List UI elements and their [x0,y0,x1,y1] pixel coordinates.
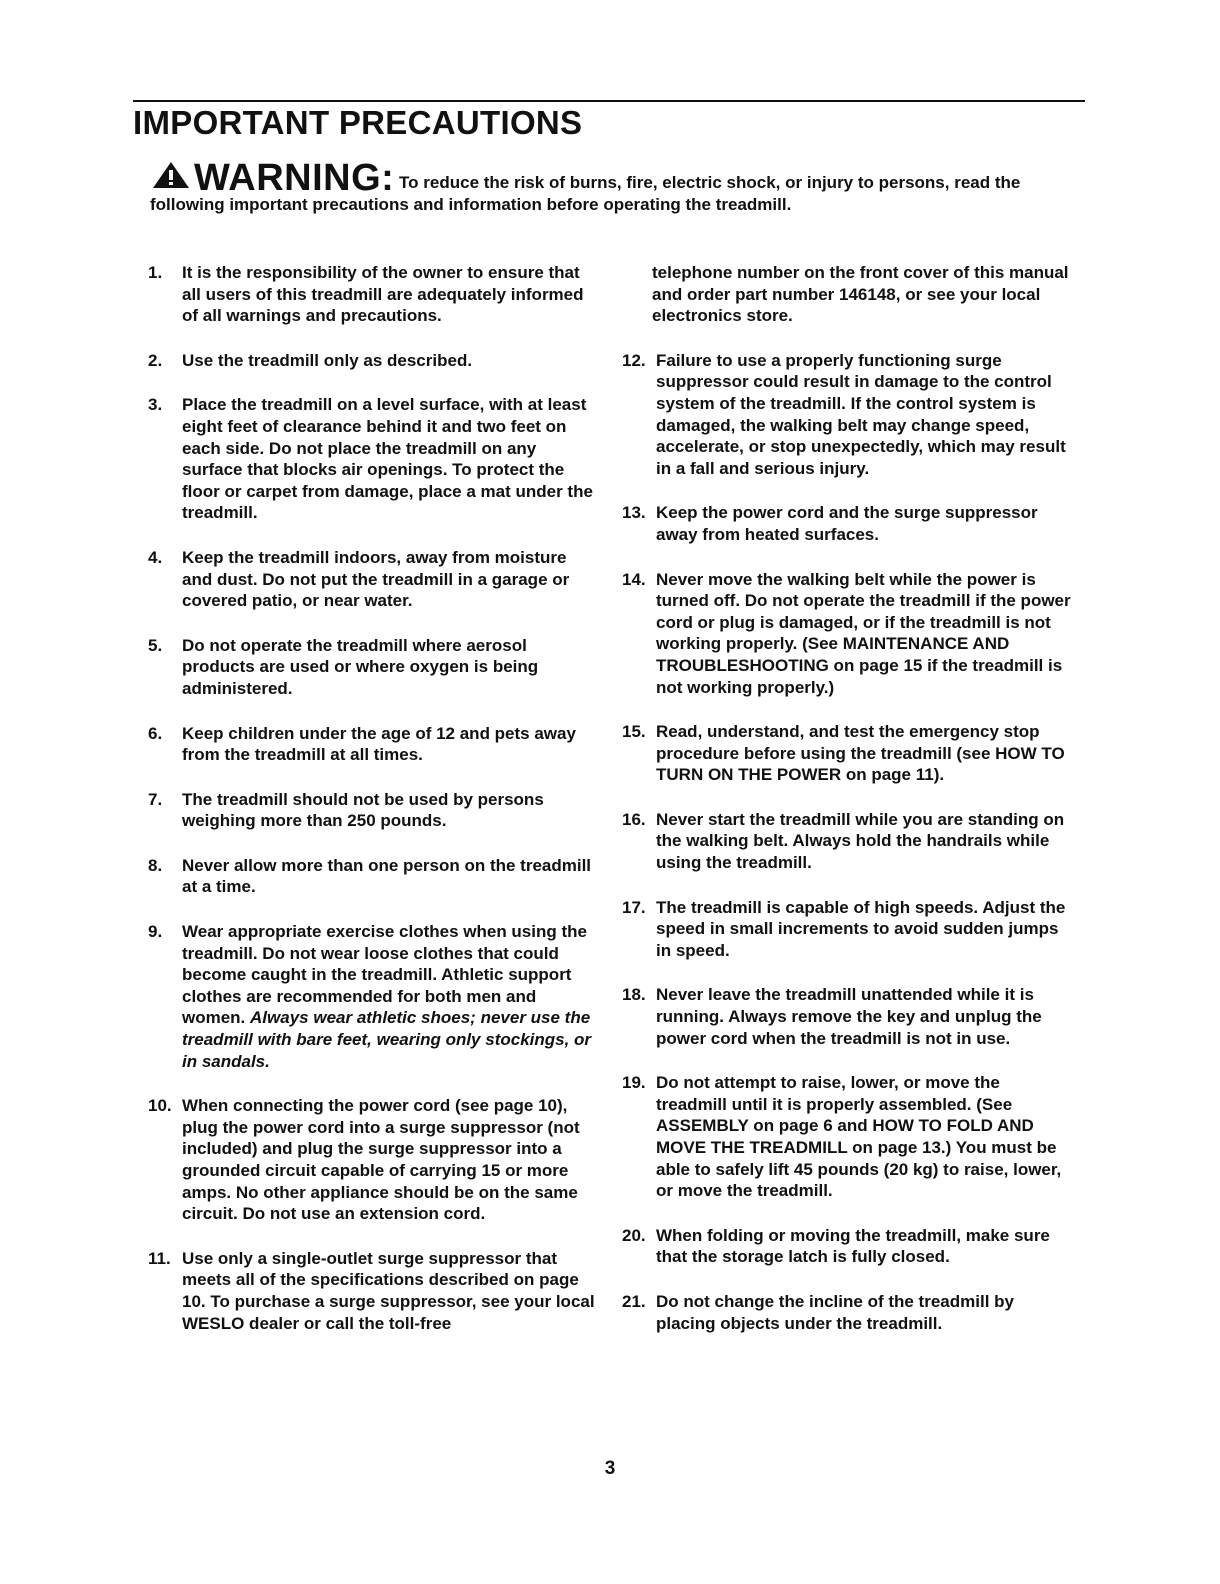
warning-triangle-icon [150,160,192,190]
item-number: 11. [148,1248,171,1268]
item-number: 3. [148,395,163,415]
item-number: 17. [622,897,646,917]
list-item [148,394,600,524]
item-text [182,921,600,1072]
item-number: 16. [622,809,646,829]
warning-label: WARNING: [194,157,395,199]
list-item [622,809,1072,874]
item-number: 12. [622,350,646,370]
precautions-column-left [148,262,600,1357]
item-text: The treadmill is capable of high speeds. Adjust the speed in small increments to avoid sudden jumps in speed. [656,897,1066,960]
list-item [622,984,1072,1049]
item-number: 9. [148,922,163,942]
item-text: Never start the treadmill while you are standing on the walking belt. Always hold the handrails while using the treadmill. [656,809,1065,873]
list-item [622,721,1072,786]
item-text-italic: Always wear athletic shoes; never use the treadmill with bare feet, wearing only stockings, or in sandals. [182,1008,592,1071]
item-text: Place the treadmill on a level surface, with at least eight feet of clearance behind it and two feet on each side. Do not place the treadmill on any surface that blocks air openings. To protect the floor or carpet from damage, place a mat under the treadmill. [182,395,593,523]
item-text: Never allow more than one person on the treadmill at a time. [182,855,592,897]
item-text: Failure to use a properly functioning surge suppressor could result in damage to the control system of the treadmill. If the control system is damaged, the walking belt may change speed, accelerate, or stop unexpectedly, which may result in a fall and serious injury. [656,350,1066,478]
list-item [148,1095,600,1225]
item-text: Keep the treadmill indoors, away from moisture and dust. Do not put the treadmill in a garage or covered patio, or near water. [182,547,570,611]
item-text: Do not change the incline of the treadmill by placing objects under the treadmill. [656,1291,1014,1333]
list-item [622,350,1072,480]
item-text: Do not attempt to raise, lower, or move the treadmill until it is properly assembled. (See ASSEMBLY on page 6 and HOW TO FOLD AND MOVE THE TREADMILL on page 13.) You must be able to safely lift 45 pounds (20 kg) to raise, lower, or move the treadmill. [656,1073,1062,1201]
item-number: 19. [622,1073,646,1093]
warning-block [150,157,1085,216]
item-text: Never move the walking belt while the power is turned off. Do not operate the treadmill if the power cord or plug is damaged, or if the treadmill is not working properly. (See MAINTENANCE AND TROUBLESHOOTING on page 15 if the treadmill is not working properly.) [656,569,1071,697]
item-text: Use the treadmill only as described. [182,350,473,370]
item-number: 4. [148,547,163,567]
list-item [622,569,1072,699]
item-text-regular: Wear appropriate exercise clothes when using the treadmill. Do not wear loose clothes that could become caught in the treadmill. Athletic support clothes are recommended for both men and women. [182,922,587,1028]
list-item [148,789,600,832]
item-number: 10. [148,1096,172,1116]
item-text: Keep the power cord and the surge suppressor away from heated surfaces. [656,503,1038,544]
item-text: Use only a single-outlet surge suppressor that meets all of the specifications described on page 10. To purchase a surge suppressor, see your local WESLO dealer or call the toll-free [182,1248,595,1333]
precautions-column-right [622,262,1072,1357]
item-text: Do not operate the treadmill where aerosol products are used or where oxygen is being administered. [182,635,539,698]
list-item [622,1291,1072,1334]
page-number: 3 [604,1458,616,1479]
list-item [622,1072,1072,1202]
list-item [622,502,1072,545]
item-text: Never leave the treadmill unattended while it is running. Always remove the key and unplug the power cord when the treadmill is not in use. [656,985,1042,1048]
list-item [148,350,600,372]
item-text: Read, understand, and test the emergency stop procedure before using the treadmill (see HOW TO TURN ON THE POWER on page 11). [656,722,1065,785]
list-item [148,262,600,327]
item-number: 1. [148,263,163,282]
list-item [148,1248,600,1334]
list-item [148,921,600,1072]
item-text: When connecting the power cord (see page 10), plug the power cord into a surge suppressor (not included) and plug the surge suppressor into a grounded circuit capable of carrying 15 or more amps. No other appliance should be on the same circuit. Do not use an extension cord. [182,1096,580,1224]
list-item [148,635,600,700]
page-title: IMPORTANT PRECAUTIONS [133,104,583,141]
list-item [148,547,600,612]
item-number: 5. [148,635,163,655]
item-number: 8. [148,855,163,875]
warning-text: To reduce the risk of burns, fire, electric shock, or injury to persons, read the following important precautions and information before operating the treadmill. [150,173,1021,214]
item-number: 21. [622,1291,646,1311]
item-number: 18. [622,985,646,1005]
list-item [622,897,1072,962]
title-rule [133,100,1085,102]
item-number: 20. [622,1225,646,1245]
list-item-continuation: telephone number on the front cover of this manual and order part number 146148, or see your local electronics store. [652,263,1069,326]
list-item [148,855,600,898]
item-number: 2. [148,350,163,370]
list-item [622,1225,1072,1268]
item-text: When folding or moving the treadmill, make sure that the storage latch is fully closed. [656,1225,1050,1267]
item-number: 6. [148,723,163,743]
item-text: It is the responsibility of the owner to ensure that all users of this treadmill are adequately informed of all warnings and precautions. [182,263,584,326]
item-number: 13. [622,503,646,523]
item-number: 15. [622,722,646,742]
item-number: 7. [148,789,163,809]
item-text: Keep children under the age of 12 and pets away from the treadmill at all times. [182,723,576,765]
item-number: 14. [622,569,646,589]
list-item [148,723,600,766]
item-text: The treadmill should not be used by persons weighing more than 250 pounds. [182,789,544,831]
